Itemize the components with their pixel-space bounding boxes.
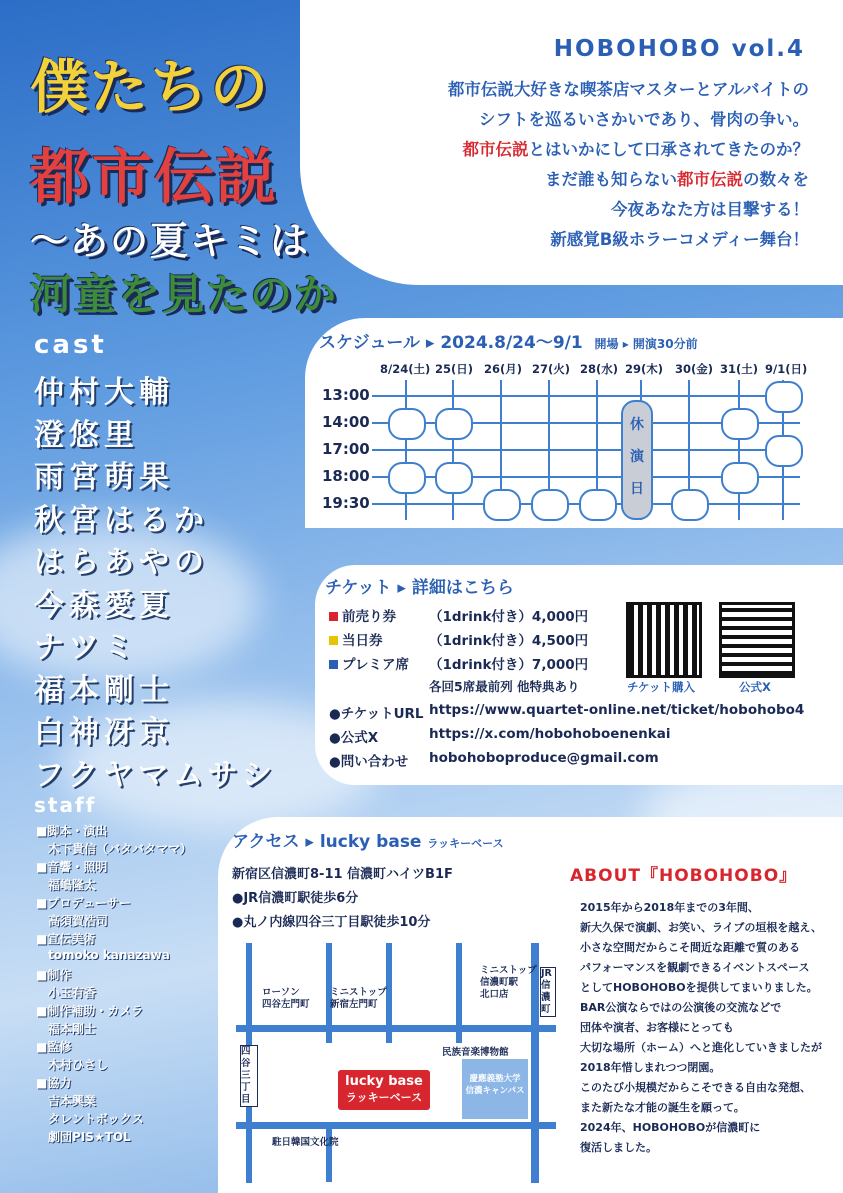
about-line: 団体や演者、お客様にとっても <box>580 1021 734 1034</box>
schedule-gridline <box>372 449 800 451</box>
about-section <box>570 861 825 1181</box>
staff-name: tomoko kanazawa <box>48 948 170 962</box>
performance-marker <box>671 489 709 521</box>
cast-name: はらあやの <box>34 545 209 580</box>
keio-label: 慶應義塾大学 信濃キャンパス <box>465 1074 525 1096</box>
info-line-4 <box>545 166 809 190</box>
staff-role: ■脚本・演出 <box>36 824 108 838</box>
cast-name: 澄悠里 <box>34 417 139 453</box>
map-road <box>236 1025 556 1032</box>
cast-name: 白神冴京 <box>34 715 174 750</box>
schedule-time-label: 17:00 <box>322 440 370 458</box>
closed-day-char: 休 <box>630 417 644 433</box>
about-line: このたび小規模だからこそできる自由な発想、 <box>580 1081 811 1094</box>
performance-marker <box>531 489 569 521</box>
ticket-price: （1drink付き）7,000円 <box>429 657 589 673</box>
performance-marker <box>721 408 759 440</box>
schedule-day-label: 9/1(日) <box>765 362 808 376</box>
map-label-ministop: ミニストップ 新宿左門町 <box>330 987 387 1010</box>
access-label: アクセス ▸ lucky base <box>232 832 422 852</box>
staff-name: 吉本興業 <box>48 1094 97 1108</box>
schedule-day-label: 28(水) <box>580 362 619 376</box>
schedule-gridline <box>452 380 454 520</box>
about-line: としてHOBOHOBOを提供してまいりました。 <box>580 981 818 994</box>
performance-marker <box>721 462 759 494</box>
qr-label-ticket: チケット購入 <box>627 680 695 694</box>
performance-marker <box>388 462 426 494</box>
schedule-day-label: 31(土) <box>720 362 759 376</box>
performance-marker <box>388 408 426 440</box>
ticket-row <box>329 653 409 673</box>
staff-label: staff <box>34 793 97 817</box>
x-label: ●公式X <box>329 730 379 746</box>
schedule-gridline <box>372 395 800 397</box>
event-header: HOBOHOBO vol.4 <box>553 36 805 62</box>
closed-day-marker <box>621 400 653 520</box>
closed-day-char: 演 <box>630 449 644 465</box>
map-label-museum: 民族音楽博物館 <box>442 1047 509 1058</box>
title-line-4: 河童を見たのか <box>30 270 339 319</box>
about-line: 小さな空間だからこそ間近な距離で質のある <box>580 941 800 954</box>
schedule-day-label: 30(金) <box>675 362 714 376</box>
ticket-url-label: ●チケットURL <box>329 706 424 722</box>
venue-marker <box>338 1070 430 1110</box>
access-kana: ラッキーベース <box>427 837 504 850</box>
title-line-3: 〜あの夏キミは <box>30 219 311 263</box>
schedule-gridline <box>405 380 407 520</box>
color-swatch <box>329 660 338 669</box>
performance-marker <box>483 489 521 521</box>
info-text: の数々を <box>743 170 809 189</box>
schedule-day-label: 27(火) <box>532 362 571 376</box>
info-line-3 <box>463 136 810 160</box>
route-jr: ●JR信濃町駅徒歩6分 <box>232 891 359 906</box>
staff-name: タレントボックス <box>48 1112 144 1126</box>
x-link[interactable]: https://x.com/hobohoboenenkai <box>429 726 671 742</box>
performance-marker <box>579 489 617 521</box>
map-label-korean-center: 駐日韓国文化院 <box>272 1137 339 1148</box>
info-panel <box>300 0 843 285</box>
ticket-row <box>329 629 383 649</box>
highlight-text: 都市伝説 <box>677 170 743 189</box>
staff-name: 小玉有香 <box>48 986 97 1000</box>
venue-name: lucky base <box>345 1074 423 1089</box>
performance-marker <box>435 408 473 440</box>
map-label-yotsuya: 四谷三丁目 <box>240 1045 258 1107</box>
cast-name: フクヤマムサシ <box>34 757 277 793</box>
schedule-day-label: 8/24(土) <box>380 362 431 376</box>
cast-name: 雨宮萌果 <box>34 460 174 495</box>
about-line: 2024年、HOBOHOBOが信濃町に <box>580 1121 761 1134</box>
info-text: とはいかにして口承されてきたのか？ <box>528 140 809 159</box>
staff-role: ■制作補助・カメラ <box>36 1004 144 1018</box>
schedule-day-label: 25(日) <box>435 362 474 376</box>
closed-day-char: 日 <box>630 481 644 497</box>
map-label-ministop-station: ミニストップ 信濃町駅 北口店 <box>480 965 537 1000</box>
ticket-name: 前売り券 <box>342 609 396 625</box>
venue-address: 新宿区信濃町8-11 信濃町ハイツB1F <box>232 867 453 882</box>
about-line: 2018年惜しまれつつ閉園。 <box>580 1061 721 1074</box>
schedule-note: 開場 ▸ 開演30分前 <box>594 337 698 351</box>
cast-name: 仲村大輔 <box>34 375 174 410</box>
staff-name: 木村ひさし <box>48 1058 109 1072</box>
staff-role: ■宣伝美術 <box>36 932 96 946</box>
map-road <box>236 1122 556 1129</box>
ticket-price: （1drink付き）4,000円 <box>429 609 589 625</box>
staff-role: ■プロデューサー <box>36 896 131 910</box>
staff-role: ■制作 <box>36 968 72 982</box>
cast-name: 秋宮はるか <box>34 502 209 538</box>
color-swatch <box>329 612 338 621</box>
venue-kana: ラッキーベース <box>345 1091 423 1104</box>
contact-email-link[interactable]: hobohoboproduce@gmail.com <box>429 750 659 766</box>
ticket-heading: チケット ▸ 詳細はこちら <box>325 578 514 598</box>
staff-name: 福嶋隆太 <box>48 878 97 892</box>
map-road <box>456 943 462 1043</box>
ticket-qr-code[interactable] <box>626 602 702 678</box>
x-qr-code[interactable] <box>719 602 795 678</box>
staff-name: 劇団PIS★TOL <box>48 1130 131 1144</box>
ticket-name: 当日券 <box>342 633 383 649</box>
cast-name: 今森愛夏 <box>34 587 174 623</box>
map-label-jr: JR 信濃町 <box>540 967 556 1017</box>
schedule-time-label: 18:00 <box>322 467 370 485</box>
contact-label: ●問い合わせ <box>329 754 409 770</box>
schedule-label: スケジュール ▸ 2024.8/24〜9/1 <box>319 333 583 353</box>
info-text: まだ誰も知らない <box>545 170 677 189</box>
info-line-6: 新感覚B級ホラーコメディー舞台！ <box>550 230 809 249</box>
schedule-gridline <box>738 380 740 520</box>
schedule-time-label: 19:30 <box>322 494 370 512</box>
route-metro: ●丸ノ内線四谷三丁目駅徒歩10分 <box>232 915 431 930</box>
info-line-5: 今夜あなた方は目撃する！ <box>611 200 809 219</box>
schedule-time-label: 14:00 <box>322 413 370 431</box>
ticket-row <box>329 605 396 625</box>
info-line-2: シフトを巡るいさかいであり、骨肉の争い。 <box>479 110 809 129</box>
map-road <box>326 1122 332 1182</box>
about-line: 2015年から2018年までの3年間、 <box>580 901 759 914</box>
about-line: 新大久保で演劇、お笑い、ライブの垣根を越え、 <box>580 921 822 934</box>
about-line: また新たな才能の誕生を願って。 <box>580 1101 745 1114</box>
performance-marker <box>765 381 803 413</box>
color-swatch <box>329 636 338 645</box>
about-line: 大切な場所（ホーム）へと進化していきましたが <box>580 1041 822 1054</box>
about-title: ABOUT『HOBOHOBO』 <box>570 866 798 886</box>
ticket-url-link[interactable]: https://www.quartet-online.net/ticket/hobohobo4 <box>429 702 805 718</box>
title-line-1: 僕たちの <box>30 53 271 121</box>
schedule-day-label: 29(木) <box>625 362 664 376</box>
staff-role: ■音響・照明 <box>36 860 108 874</box>
info-line-1: 都市伝説大好きな喫茶店マスターとアルバイトの <box>447 80 809 99</box>
cast-name: ナツミ <box>34 630 139 665</box>
schedule-time-label: 13:00 <box>322 386 370 404</box>
ticket-name: プレミア席 <box>342 657 409 673</box>
ticket-price: （1drink付き）4,500円 <box>429 633 589 649</box>
about-line: BAR公演ならではの公演後の交流などで <box>580 1001 782 1014</box>
premium-note: 各回5席最前列 他特典あり <box>429 679 580 694</box>
schedule-day-label: 26(月) <box>484 362 523 376</box>
cast-name: 福本剛士 <box>34 672 174 708</box>
schedule-heading <box>319 328 698 353</box>
cast-label: cast <box>34 330 107 360</box>
performance-marker <box>765 435 803 467</box>
access-panel <box>218 817 843 1193</box>
about-line: パフォーマンスを観劇できるイベントスペース <box>580 961 810 974</box>
keio-campus <box>462 1059 528 1119</box>
staff-name: 木下貴信（バタバタママ） <box>48 842 192 856</box>
staff-role: ■協力 <box>36 1076 72 1090</box>
ticket-panel <box>315 565 843 785</box>
qr-label-x: 公式X <box>739 680 771 694</box>
staff-name: 福本剛士 <box>48 1022 97 1036</box>
map-label-lawson: ローソン 四谷左門町 <box>262 987 310 1010</box>
access-heading <box>232 827 504 852</box>
title-line-2: 都市伝説 <box>30 143 278 213</box>
performance-marker <box>435 462 473 494</box>
staff-role: ■監修 <box>36 1040 72 1054</box>
about-line: 復活しました。 <box>580 1141 657 1154</box>
highlight-text: 都市伝説 <box>462 140 529 159</box>
staff-name: 高須賀浩司 <box>48 914 109 928</box>
